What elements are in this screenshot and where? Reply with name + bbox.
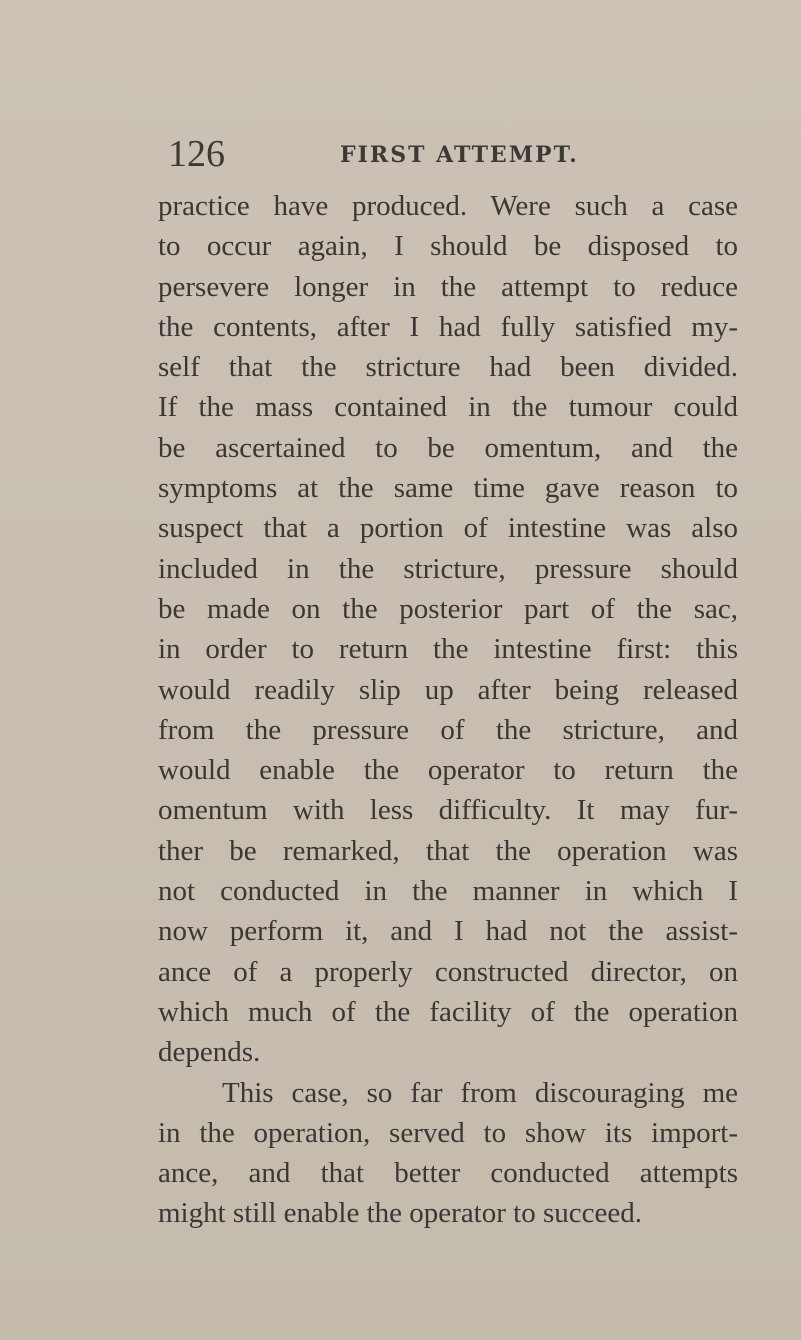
running-title: FIRST ATTEMPT. [340,142,579,168]
text-line: ance of a properly constructed director, on [158,955,738,988]
text-line: in order to return the intestine first: this [158,633,738,666]
page-number: 126 [168,133,225,175]
body-text [158,186,738,1234]
text-line: be ascertained to be omentum, and the [158,431,738,464]
text-line: omentum with less difficulty. It may fur- [158,794,738,827]
text-line: be made on the posterior part of the sac, [158,592,738,625]
text-line: which much of the facility of the operation [158,995,738,1028]
text-line: not conducted in the manner in which I [158,875,738,908]
paragraph-end-line: depends. [158,1036,261,1069]
text-line: would enable the operator to return the [158,754,738,787]
text-line: symptoms at the same time gave reason to [158,472,738,505]
text-line: If the mass contained in the tumour could [158,391,738,424]
text-line: in the operation, served to show its import- [158,1116,738,1149]
text-line: would readily slip up after being released [158,673,738,706]
text-line: ance, and that better conducted attempts [158,1157,738,1190]
text-line: persevere longer in the attempt to reduce [158,270,738,303]
text-line: suspect that a portion of intestine was also [158,512,738,545]
text-line: to occur again, I should be disposed to [158,230,738,263]
paragraph-start-line: This case, so far from discouraging me [222,1076,738,1109]
text-line: from the pressure of the stricture, and [158,713,738,746]
running-head [168,132,728,176]
text-line: now perform it, and I had not the assist- [158,915,738,948]
text-line: ther be remarked, that the operation was [158,834,738,867]
text-line: self that the stricture had been divided. [158,351,738,384]
paragraph-end-line: might still enable the operator to succeed. [158,1197,642,1230]
text-line: included in the stricture, pressure should [158,552,738,585]
text-line: the contents, after I had fully satisfied my- [158,310,738,343]
text-line: practice have produced. Were such a case [158,190,738,222]
